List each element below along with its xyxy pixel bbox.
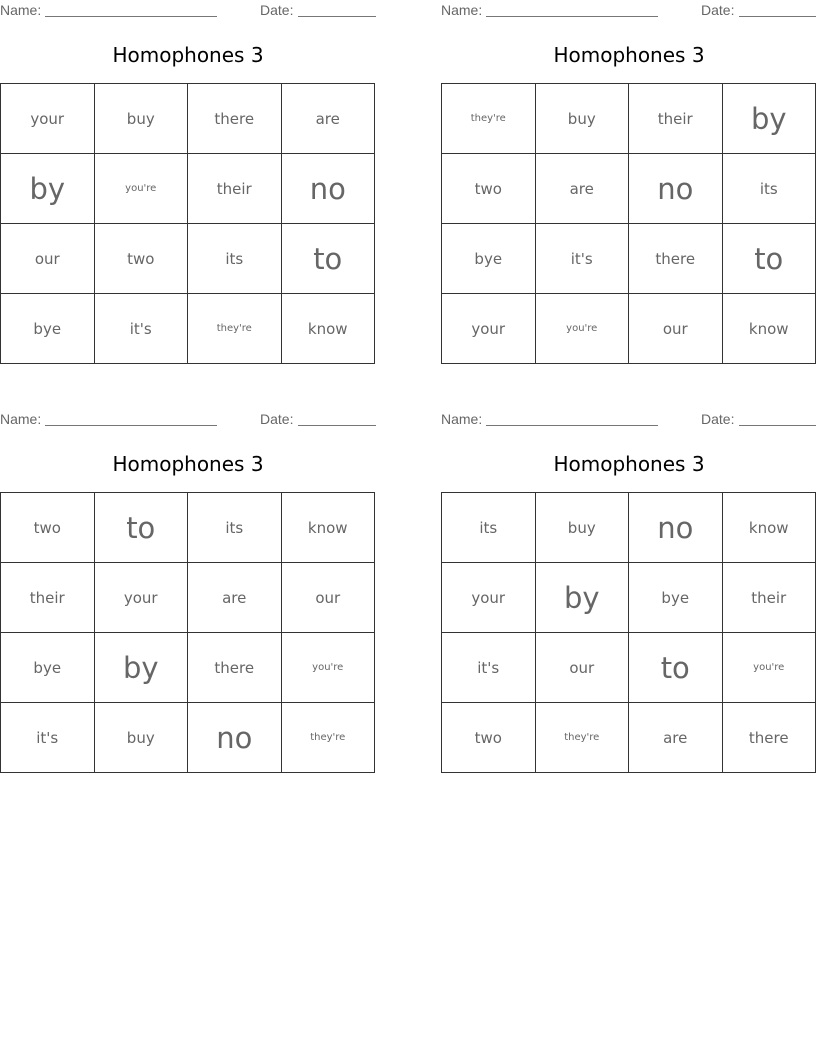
bingo-cell: two bbox=[442, 154, 536, 224]
bingo-cell: to bbox=[723, 224, 816, 294]
bingo-cell: buy bbox=[95, 703, 189, 773]
bingo-cell: you're bbox=[536, 294, 630, 364]
bingo-cell: to bbox=[95, 493, 189, 563]
name-date-row bbox=[441, 2, 816, 20]
bingo-cell: it's bbox=[442, 633, 536, 703]
bingo-card bbox=[0, 409, 376, 784]
bingo-cell: your bbox=[1, 84, 95, 154]
bingo-cell: you're bbox=[282, 633, 376, 703]
bingo-card bbox=[0, 0, 376, 375]
bingo-card bbox=[441, 409, 816, 784]
bingo-cell: bye bbox=[629, 563, 723, 633]
bingo-cell: bye bbox=[1, 633, 95, 703]
bingo-cell: to bbox=[282, 224, 376, 294]
card-title: Homophones 3 bbox=[112, 43, 264, 67]
bingo-cell: no bbox=[629, 493, 723, 563]
name-date-row bbox=[0, 411, 376, 429]
bingo-cell: its bbox=[442, 493, 536, 563]
bingo-cell: our bbox=[1, 224, 95, 294]
bingo-cell: buy bbox=[536, 493, 630, 563]
bingo-cell: are bbox=[188, 563, 282, 633]
bingo-grid bbox=[441, 83, 816, 364]
bingo-cell: they're bbox=[282, 703, 376, 773]
bingo-cell: they're bbox=[188, 294, 282, 364]
date-blank-line bbox=[298, 16, 376, 17]
bingo-cell: their bbox=[188, 154, 282, 224]
bingo-cell: it's bbox=[1, 703, 95, 773]
date-blank-line bbox=[298, 425, 376, 426]
bingo-cell: they're bbox=[442, 84, 536, 154]
bingo-grid bbox=[441, 492, 816, 773]
bingo-cell: buy bbox=[536, 84, 630, 154]
name-label: Name: bbox=[441, 411, 483, 427]
card-title: Homophones 3 bbox=[553, 452, 705, 476]
bingo-cell: by bbox=[1, 154, 95, 224]
date-blank-line bbox=[739, 16, 816, 17]
bingo-cell: to bbox=[629, 633, 723, 703]
bingo-cell: their bbox=[1, 563, 95, 633]
date-label: Date: bbox=[260, 2, 294, 18]
bingo-cell: there bbox=[629, 224, 723, 294]
date-blank-line bbox=[739, 425, 816, 426]
bingo-cell: by bbox=[723, 84, 816, 154]
bingo-cell: you're bbox=[723, 633, 816, 703]
bingo-cell: you're bbox=[95, 154, 189, 224]
bingo-cell: it's bbox=[536, 224, 630, 294]
date-label: Date: bbox=[701, 2, 735, 18]
bingo-cell: no bbox=[629, 154, 723, 224]
bingo-cell: your bbox=[95, 563, 189, 633]
bingo-cell: no bbox=[282, 154, 376, 224]
bingo-cell: there bbox=[188, 84, 282, 154]
bingo-cell: our bbox=[282, 563, 376, 633]
name-blank-line bbox=[45, 425, 217, 426]
bingo-cell: our bbox=[629, 294, 723, 364]
bingo-cell: by bbox=[95, 633, 189, 703]
bingo-cell: bye bbox=[442, 224, 536, 294]
card-title: Homophones 3 bbox=[553, 43, 705, 67]
bingo-grid bbox=[0, 83, 375, 364]
name-blank-line bbox=[45, 16, 217, 17]
bingo-cell: buy bbox=[95, 84, 189, 154]
bingo-cell: our bbox=[536, 633, 630, 703]
date-label: Date: bbox=[701, 411, 735, 427]
bingo-cell: two bbox=[442, 703, 536, 773]
date-label: Date: bbox=[260, 411, 294, 427]
bingo-cell: your bbox=[442, 563, 536, 633]
bingo-cell: their bbox=[629, 84, 723, 154]
bingo-cell: your bbox=[442, 294, 536, 364]
bingo-cell: know bbox=[282, 294, 376, 364]
bingo-cell: two bbox=[95, 224, 189, 294]
name-label: Name: bbox=[441, 2, 483, 18]
bingo-cell: it's bbox=[95, 294, 189, 364]
card-title: Homophones 3 bbox=[112, 452, 264, 476]
bingo-cell: know bbox=[723, 493, 816, 563]
bingo-cell: no bbox=[188, 703, 282, 773]
bingo-card bbox=[441, 0, 816, 375]
name-blank-line bbox=[486, 425, 658, 426]
bingo-grid bbox=[0, 492, 375, 773]
bingo-cell: know bbox=[282, 493, 376, 563]
bingo-cell: its bbox=[188, 224, 282, 294]
name-blank-line bbox=[486, 16, 658, 17]
bingo-cell: there bbox=[188, 633, 282, 703]
bingo-cell: its bbox=[723, 154, 816, 224]
name-date-row bbox=[441, 411, 816, 429]
bingo-cell: are bbox=[282, 84, 376, 154]
bingo-cell: their bbox=[723, 563, 816, 633]
bingo-cell: are bbox=[536, 154, 630, 224]
bingo-cell: two bbox=[1, 493, 95, 563]
bingo-cell: know bbox=[723, 294, 816, 364]
name-label: Name: bbox=[0, 2, 42, 18]
bingo-cell: by bbox=[536, 563, 630, 633]
name-label: Name: bbox=[0, 411, 42, 427]
bingo-cell: its bbox=[188, 493, 282, 563]
name-date-row bbox=[0, 2, 376, 20]
bingo-cell: are bbox=[629, 703, 723, 773]
bingo-cell: there bbox=[723, 703, 816, 773]
bingo-cell: bye bbox=[1, 294, 95, 364]
bingo-cell: they're bbox=[536, 703, 630, 773]
